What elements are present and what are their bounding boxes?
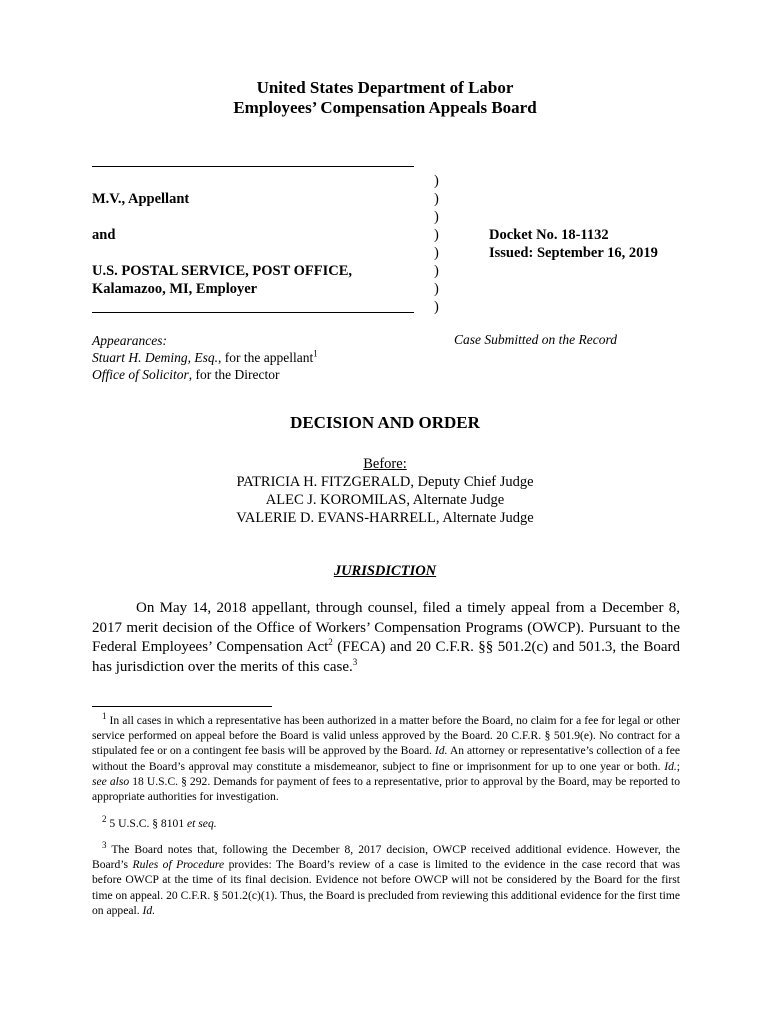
footnote-text: ; [676, 759, 680, 773]
footnote-separator [92, 706, 272, 707]
footnote-citation: Id. [142, 903, 156, 917]
paren: ) [434, 281, 439, 297]
party-employer-line1: U.S. POSTAL SERVICE, POST OFFICE, [92, 263, 353, 279]
party-and: and [92, 227, 116, 243]
case-submitted-note: Case Submitted on the Record [454, 332, 617, 347]
footnote-citation: et seq. [187, 817, 217, 830]
paren: ) [434, 245, 439, 261]
paren: ) [434, 227, 439, 243]
caption-bottom-rule [92, 312, 414, 313]
paren: ) [434, 299, 439, 315]
footnote-text: In all cases in which a representative has been authorized in a matter before the Board, no claim for a fee for legal or other service performed on appeal before the Board is valid unless approved by the Board. 20 C.F.R. § 501.9(e). No contract for a stipulated fee or on a contingent fee basis will be approved by the Board. [92, 714, 680, 758]
footnote-text: 18 U.S.C. § 292. Demands for payment of fees to a representative, prior to approval by the Board, may be reported to appropriate authorities for investigation. [92, 774, 681, 804]
footnote-mark-3: 3 [102, 840, 107, 851]
judge-1: PATRICIA H. FITZGERALD, Deputy Chief Judge [236, 474, 534, 490]
footnote-mark-2: 2 [102, 814, 107, 825]
appellant-representative-role: for the appellant [221, 350, 314, 365]
footnote-2 [92, 816, 680, 831]
jurisdiction-paragraph [92, 599, 680, 678]
judge-2: ALEC J. KOROMILAS, Alternate Judge [265, 492, 505, 508]
paren: ) [434, 173, 439, 189]
paragraph-text: (FECA) and 20 C.F.R. §§ 501.2(c) and 501.3, the Board has jurisdiction over the merits of this case. [92, 639, 680, 676]
director-representative-role: , for the Director [188, 367, 280, 382]
footnote-text: 5 U.S.C. § 8101 [106, 817, 188, 830]
footnote-signal: see also [92, 774, 130, 788]
party-employer-line2: Kalamazoo, MI, Employer [92, 281, 258, 297]
footnote-3 [92, 842, 680, 918]
party-appellant: M.V., Appellant [92, 191, 190, 207]
footnote-text: The Board notes that, following the December 8, 2017 decision, OWCP received additional evidence. However, the Board’s [92, 843, 680, 872]
appearances-label: Appearances: [92, 333, 167, 348]
footnote-citation: Id. [664, 759, 677, 773]
caption-top-rule [92, 166, 414, 167]
jurisdiction-heading: JURISDICTION [333, 563, 437, 579]
issued-date: Issued: September 16, 2019 [489, 245, 658, 261]
paren: ) [434, 209, 439, 225]
panel-block [0, 455, 770, 527]
footnote-ref-3[interactable]: 3 [352, 657, 358, 668]
docket-number: Docket No. 18-1132 [489, 227, 609, 243]
director-representative: Office of Solicitor [92, 367, 189, 382]
before-label: Before: [363, 456, 407, 472]
footnote-text: An attorney or representative’s collection of a fee without the Board’s approval may constitute a misdemeanor, subject to fine or imprisonment for up to one year or both. [92, 744, 680, 773]
footnote-text: provides: The Board’s review of a case is limited to the evidence in the case record that was before OWCP at the time of its final decision. Evidence not before OWCP will not be considered by the Board for the first time on appeal. 20 C.F.R. § 501.2(c)(1). Thus, the Board is precluded from reviewing this additional evidence for the first time on appeal. [92, 858, 680, 917]
footnote-1 [92, 713, 680, 804]
footnote-mark-1: 1 [102, 711, 107, 722]
footnote-title: Rules of Procedure [132, 858, 225, 872]
footnote-ref-2[interactable]: 2 [328, 637, 333, 648]
judge-3: VALERIE D. EVANS-HARRELL, Alternate Judge [236, 510, 534, 526]
paragraph-text: On May 14, 2018 appellant, through counsel, filed a timely appeal from a December 8, 2017 merit decision of the Office of Workers’ Compensation Programs (OWCP). Pursuant to the Federal Employees’ Compensation Act [92, 600, 680, 656]
footnote-citation: Id. [434, 744, 448, 758]
paren: ) [434, 263, 439, 279]
footnote-ref-1[interactable]: 1 [313, 348, 318, 359]
decision-title: DECISION AND ORDER [290, 413, 480, 432]
appellant-representative: Stuart H. Deming, Esq., [92, 350, 222, 365]
caption-parentheses [434, 172, 439, 316]
paren: ) [434, 191, 439, 207]
header-board: Employees’ Compensation Appeals Board [233, 98, 537, 117]
header-agency: United States Department of Labor [256, 78, 514, 97]
appearances-block [92, 332, 318, 383]
